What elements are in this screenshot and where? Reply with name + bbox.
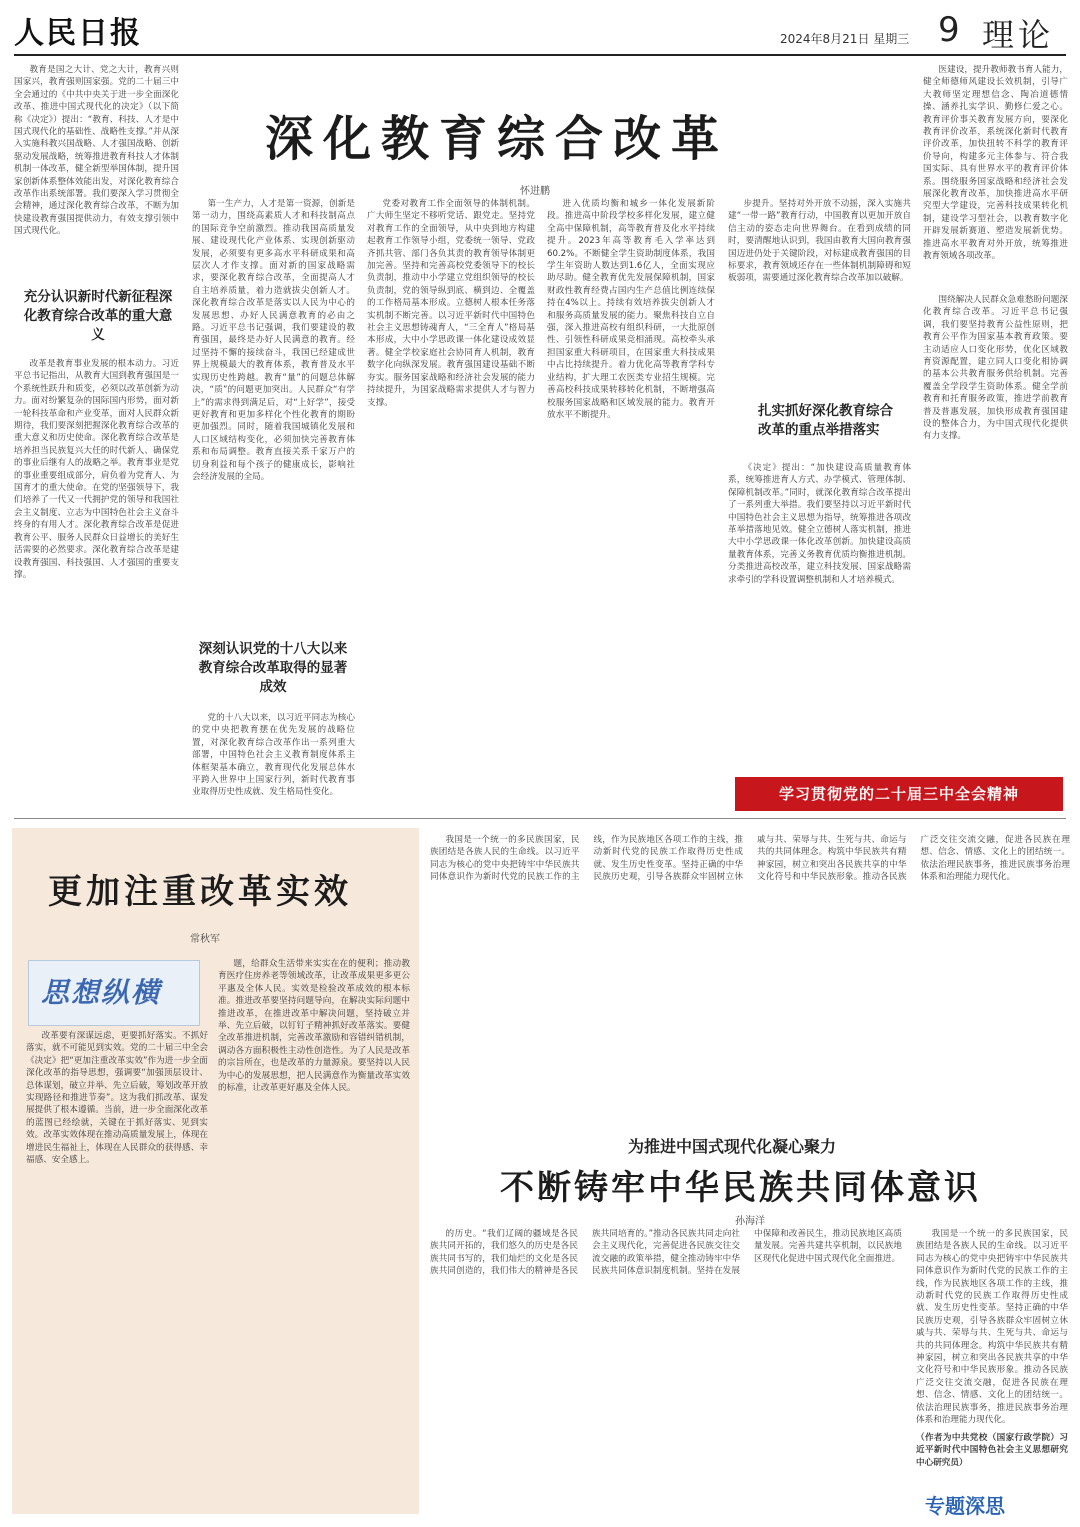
article3-author-note: （作者为中共党校（国家行政学院）习近平新时代中国特色社会主义思想研究中心研究员） — [916, 1433, 1068, 1468]
column-badge: 专题深思 — [925, 1494, 1005, 1518]
page-number: 9 — [938, 10, 960, 50]
section-divider — [14, 818, 1066, 819]
article2-author: 常秋军 — [190, 934, 220, 945]
article1-text-col2-bottom: 党的十八大以来，以习近平同志为核心的党中央把教育摆在优先发展的战略位置，对深化教育综合改革作出一系列重大部署，中国特色社会主义教育制度体系主体框架基本确立，教育现代化发展总体水平跨入世界中上国家行列，新时代教育事业取得历史性成就、发生格局性变化。 — [192, 713, 355, 798]
article1-title: 深化教育综合改革 — [265, 111, 730, 167]
article2-title: 更加注重改革实效 — [48, 872, 352, 912]
section-title: 理论 — [982, 16, 1055, 54]
article3-kicker: 为推进中国式现代化凝心聚力 — [628, 1137, 837, 1156]
masthead — [0, 0, 1080, 58]
article1-text-col3: 党委对教育工作全面领导的体制机制。广大师生坚定不移听党话、跟党走。坚持党对教育工作的全面领导，从中央到地方构建起教育工作领导小组，党委统一领导、党政齐抓共管、部门各负其责的教育领导体制更加完善。坚持和完善高校党委领导下的校长负责制，推动中小学建立党组织领导的校长负责制，党的领导纵到底、横到边、全覆盖的工作格局基本形成。立德树人根本任务落实机制不断完善。以习近平新时代中国特色社会主义思想铸魂育人，“三全育人”格局基本形成，大中小学思政课一体化建设成效显著。健全学校家庭社会协同育人机制，教育数字化向纵深发展。教育强国建设基础不断夯实。服务国家战略和经济社会发展的能力持续提升，为国家战略需求提供人才与智力支撑。 — [367, 199, 535, 408]
article3-text-top: 我国是一个统一的多民族国家，民族团结是各族人民的生命线。以习近平同志为核心的党中央把铸牢中华民族共同体意识作为新时代党的民族工作的主线，作为民族地区各项工作的主线，推动新时代党的民族工作取得历史性成就、发生历史性变革。坚持正确的中华民族历史观，引导各族群众牢固树立休戚与共、荣辱与共、生死与共、命运与共的共同体理念。构筑中华民族共有精神家园，树立和突出各民族共享的中华文化符号和中华民族形象。推动各民族广泛交往交流交融，促进各民族在理想、信念、情感、文化上的团结统一。依法治理民族事务，推进民族事务治理体系和治理能力现代化。 — [430, 835, 1070, 883]
column-logo — [28, 960, 200, 1026]
article1-text-col6: 医建设，提升教师教书育人能力，健全师德师风建设长效机制，引导广大教师坚定理想信念、陶冶道德情操、涵养扎实学识、勤修仁爱之心。教育评价事关教育发展方向，要深化教育评价改革，系统深化新时代教育评价改革，加快扭转不科学的教育评价导向，构建多元主体参与、符合我国实际、具有世界水平的教育评价体系。围绕服务国家战略和经济社会发展深化教育改革，加快推进高水平研究型大学建设，完善科技成果转化机制，建设学习型社会，以教育数字化开辟发展新赛道、塑造发展新优势。推进高水平教育对外开放，统筹推进教育领域各项改革。 — [923, 65, 1068, 262]
article1-text-col1-bottom: 改革是教育事业发展的根本动力。习近平总书记指出，从教育大国到教育强国是一个系统性跃升和质变，必须以改革创新为动力。面对纷繁复杂的国际国内形势，面对新一轮科技革命和产业变革，面对人民群众新期待，我们要深刻把握深化教育综合改革的重大意义和历史使命。深化教育综合改革是培养担当民族复兴大任的时代新人、确保党的事业后继有人的战略之举。教育事业是党的事业重要组成部分，肩负着为党育人、为国育才的重大使命。在党的坚强领导下，我们培养了一代又一代拥护党的领导和我国社会主义制度、立志为中国特色社会主义奋斗终身的有用人才。深化教育综合改革是促进教育公平、服务人民群众日益增长的美好生活需要的必然要求。深化教育综合改革是建设教育强国、科技强国、人才强国的重要支撑。 — [14, 359, 179, 580]
article1-text-col1: 教育是国之大计、党之大计，教育兴则国家兴，教育强则国家强。党的二十届三中全会通过的《中共中央关于进一步全面深化改革、推进中国式现代化的决定》（以下简称《决定》）提出：“教育、科技、人才是中国式现代化的基础性、战略性支撑。”并从深入实施科教兴国战略、人才强国战略、创新驱动发展战略，统筹推进教育科技人才体制机制一体改革，健全新型举国体制，提升国家创新体系整体效能出发，对深化教育综合改革作出系统部署。我们要深入学习贯彻全会精神，通过深化教育综合改革，不断为加快建设教育强国提供动力，有效支撑引领中国式现代化。 — [14, 65, 179, 237]
article1-subhead-1: 充分认识新时代新征程深化教育综合改革的重大意义 — [23, 289, 173, 343]
article2-text-col1: 改革要有深谋远虑，更要抓好落实。不抓好落实，就不可能见到实效。党的二十届三中全会《决定》把“更加注重改革实效”作为进一步全面深化改革的指导思想，强调要“加强顶层设计、总体谋划，破立并举、先立后破，筹划改革开放实现路径和推进节奏”。这为我们抓改革、谋发展提供了根本遵循。当前，进一步全面深化改革的蓝图已经绘就，关键在于抓好落实、见到实效。改革实效体现在推动高质量发展上，体现在增进民生福祉上，体现在人民群众的获得感、幸福感、安全感上。 — [26, 1031, 208, 1166]
article3-title: 不断铸牢中华民族共同体意识 — [500, 1168, 981, 1208]
issue-date: 2024年8月21日 星期三 — [780, 32, 910, 46]
article1-subhead-3: 扎实抓好深化教育综合改革的重点举措落实 — [758, 403, 893, 438]
article1-text-col6-bottom: 围绕解决人民群众急难愁盼问题深化教育综合改革。习近平总书记强调，我们要坚持教育公益性原则，把教育公平作为国家基本教育政策。要主动适应人口变化形势，优化区域教育资源配置，建立同人口变化相协调的基本公共教育服务供给机制。完善覆盖全学段学生资助体系。健全学前教育和托育服务政策，推进学前教育普及普惠发展，加快形成教育强国建设的整体合力，为中国式现代化提供有力支撑。 — [923, 295, 1068, 442]
article3-author: 孙海洋 — [735, 1216, 765, 1227]
column-logo-text: 思想纵横 — [41, 976, 162, 1009]
article3-text-col-last: 我国是一个统一的多民族国家，民族团结是各族人民的生命线。以习近平同志为核心的党中央把铸牢中华民族共同体意识作为新时代党的民族工作的主线，作为民族地区各项工作的主线，推动新时代党的民族工作取得历史性成就、发生历史性变革。坚持正确的中华民族历史观，引导各族群众牢固树立休戚与共、荣辱与共、生死与共、命运与共的共同体理念。构筑中华民族共有精神家园，树立和突出各民族共享的中华文化符号和中华民族形象。推动各民族广泛交往交流交融，促进各民族在理想、信念、情感、文化上的团结统一。依法治理民族事务，推进民族事务治理体系和治理能力现代化。 — [916, 1229, 1068, 1426]
article1-author: 怀进鹏 — [520, 186, 550, 197]
masthead-rule — [14, 54, 1066, 56]
article3-text-bottom: 的历史。“我们辽阔的疆域是各民族共同开拓的，我们悠久的历史是各民族共同书写的，我们灿烂的文化是各民族共同创造的，我们伟大的精神是各民族共同培育的。”推动各民族共同走向社会主义现代化，完善促进各民族交往交流交融的政策举措，健全推动铸牢中华民族共同体意识制度机制。坚持在发展中保障和改善民生，推动民族地区高质量发展。完善共建共享机制，以民族地区现代化促进中国式现代化全面推进。 — [430, 1229, 902, 1277]
article1-subhead-2: 深刻认识党的十八大以来教育综合改革取得的显著成效 — [198, 641, 348, 695]
article1-text-col5: 步提升。坚持对外开放不动摇，深入实施共建“一带一路”教育行动，中国教育以更加开放自信主动的姿态走向世界舞台。在看到成绩的同时，要清醒地认识到，我国由教育大国向教育强国迈进仍处于关键阶段，对标建成教育强国的目标要求，教育领域还存在一些体制机制障碍和短板弱项，需要通过深化教育综合改革加以破解。 — [728, 199, 911, 284]
article1-text-col5-bottom: 《决定》提出：“加快建设高质量教育体系，统筹推进育人方式、办学模式、管理体制、保障机制改革。”同时，就深化教育综合改革提出了一系列重大举措。我们要坚持以习近平新时代中国特色社会主义思想为指导，统筹推进各项改革举措落地见效。健全立德树人落实机制，推进大中小学思政课一体化改革创新。加快建设高质量教育体系，完善义务教育优质均衡推进机制。分类推进高校改革，建立科技发展、国家战略需求牵引的学科设置调整机制和人才培养模式。 — [728, 463, 911, 585]
article2-text-col2: 题，给群众生活带来实实在在的便利；推动教育医疗住房养老等领域改革，让改革成果更多更公平惠及全体人民。实效是检验改革成效的根本标准。推进改革要坚持问题导向，在解决实际问题中推进改革，在推进改革中解决问题，坚持破立并举、先立后破，以钉钉子精神抓好改革落实。要健全改革推进机制，完善改革激励和容错纠错机制，调动各方面积极性主动性创造性。为了人民是改革的宗旨所在，也是改革的力量源泉。要坚持以人民为中心的发展思想，把人民满意作为衡量改革实效的标准，让改革更好惠及全体人民。 — [218, 959, 410, 1094]
theme-banner: 学习贯彻党的二十届三中全会精神 — [735, 777, 1063, 811]
newspaper-logo: 人民日报 — [14, 16, 142, 51]
article1-text-col2: 第一生产力，人才是第一资源，创新是第一动力，围绕高素质人才和科技制高点的国际竞争空前激烈。推动我国高质量发展、建设现代化产业体系、实现创新驱动发展，必须要有更多高水平科研成果和高层次人才作支撑。面对新的国家战略需求，要深化教育综合改革，全面提高人才自主培养质量，着力造就拔尖创新人才。深化教育综合改革是落实以人民为中心的发展思想、办好人民满意教育的必由之路。习近平总书记强调，我们要建设的教育强国，最终是办好人民满意的教育。经过坚持不懈的接续奋斗，我国已经建成世界上规模最大的教育体系，教育普及水平实现历史性跨越。教育“量”的问题总体解决，“质”的问题更加突出。人民群众“有学上”的需求得到满足后，对“上好学”，接受更好教育和更加多样化个性化教育的期盼更加强烈。同时，随着我国城镇化发展和人口区域结构变化，必须加快完善教育体系和布局调整。教育直接关系千家万户的切身利益和每个孩子的健康成长，影响社会经济发展的全局。 — [192, 199, 355, 482]
article1-text-col4: 进入优质均衡和城乡一体化发展新阶段。推进高中阶段学校多样化发展，建立健全高中保障机制，高等教育普及化水平持续提升。2023年高等教育毛入学率达到60.2%。不断健全学生资助制度体系，我国学生年资助人数达到1.6亿人，全面实现应助尽助。健全教育优先发展保障机制，国家财政性教育经费占国内生产总值比例连续保持在4%以上。持续有效培养拔尖创新人才和服务高质量发展的能力。聚焦科技自立自强，深入推进高校有组织科研，一大批原创性、引领性科研成果竞相涌现。高校牵头承担国家重大科研项目，在国家重大科技成果中占比持续提升。着力优化高等教育学科专业结构，扩大理工农医类专业招生规模。完善高校科技成果转移转化机制，不断增强高校服务国家战略和区域发展的能力。教育开放水平不断提升。 — [547, 199, 715, 420]
